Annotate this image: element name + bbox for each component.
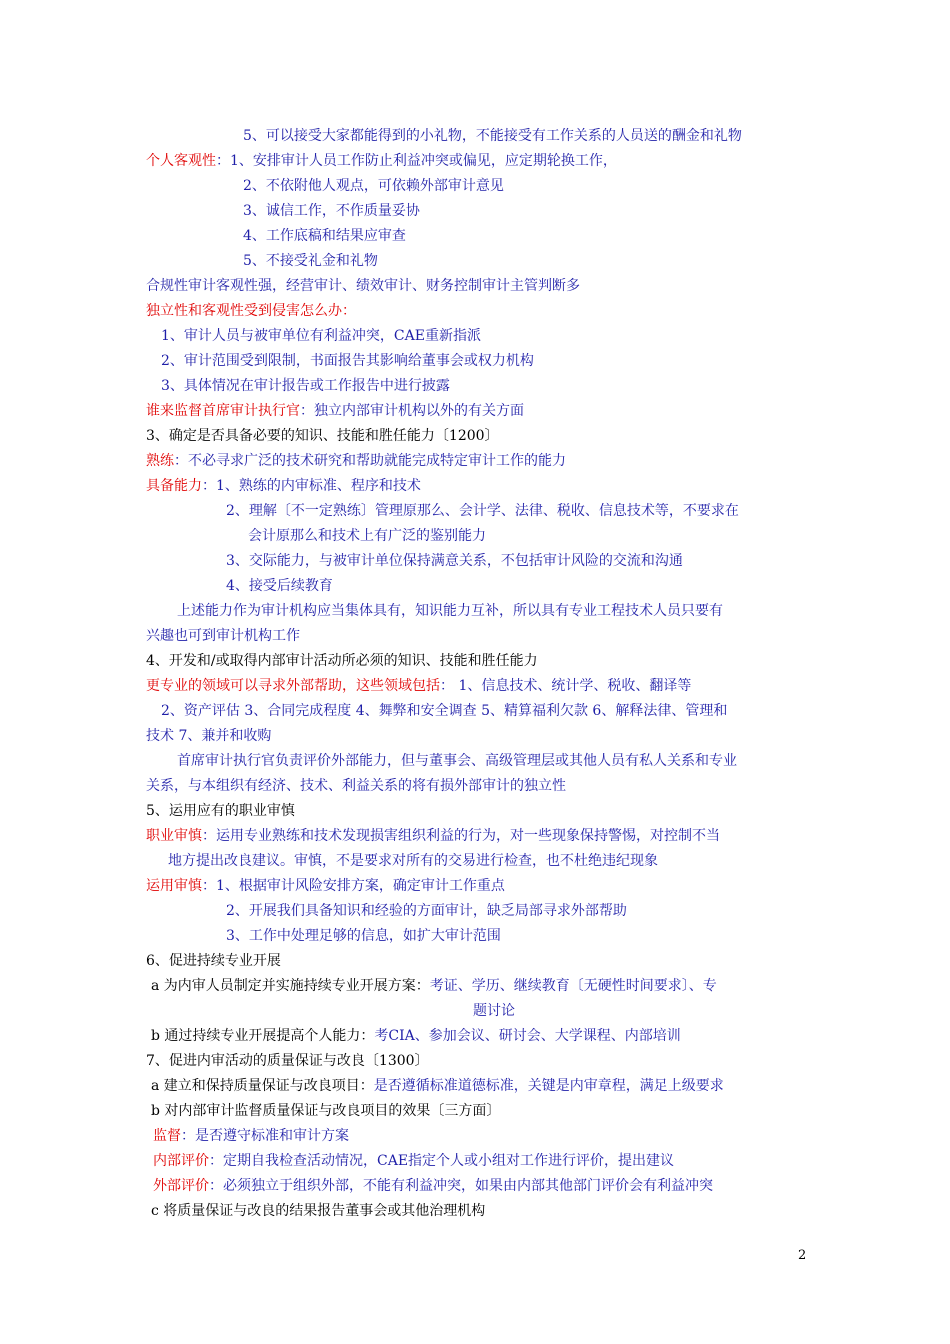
personal-objectivity-item-2: 2、不依附他人观点，可依赖外部审计意见 — [243, 178, 504, 194]
cae-evaluation-para-cont: 关系，与本组织有经济、技术、利益关系的将有损外部审计的独立性 — [146, 778, 566, 794]
external-assessment-label: 外部评价 — [153, 1178, 209, 1194]
external-assessment-line — [153, 1177, 713, 1195]
section-4-heading: 4、开发和/或取得内部审计活动所必须的知识、技能和胜任能力 — [146, 653, 538, 669]
external-help-text: ： 1、信息技术、统计学、税收、翻译等 — [440, 678, 692, 694]
section-6-heading: 6、促进持续专业开展 — [146, 953, 281, 969]
competence-item-2-cont: 会计原那么和技术上有广泛的鉴别能力 — [248, 528, 486, 544]
qa-item-b: b 对内部审计监督质量保证与改良项目的效果〔三方面〕 — [151, 1103, 501, 1119]
cpd-item-b-text: 考CIA、参加会议、研讨会、大学课程、内部培训 — [374, 1028, 681, 1044]
impairment-item-2: 2、审计范围受到限制，书面报告其影响给董事会或权力机构 — [161, 353, 534, 369]
due-care-cont: 地方提出改良建议。审慎，不是要求对所有的交易进行检查，也不杜绝违纪现象 — [168, 853, 658, 869]
compliance-audit-note: 合规性审计客观性强，经营审计、绩效审计、财务控制审计主管判断多 — [146, 278, 580, 294]
monitoring-text: ：是否遵守标准和审计方案 — [181, 1128, 349, 1144]
impairment-item-1: 1、审计人员与被审单位有利益冲突，CAE重新指派 — [161, 328, 481, 344]
personal-objectivity-item-4: 4、工作底稿和结果应审查 — [243, 228, 406, 244]
cpd-item-a-lead: a 为内审人员制定并实施持续专业开展方案： — [151, 978, 430, 994]
section-3-heading: 3、确定是否具备必要的知识、技能和胜任能力〔1200〕 — [146, 428, 499, 444]
cpd-item-a-cont: 题讨论 — [473, 1003, 515, 1019]
apply-care-label: 运用审慎 — [146, 878, 202, 894]
item-gift-acceptance: 5、可以接受大家都能得到的小礼物，不能接受有工作关系的人员送的酬金和礼物 — [243, 128, 742, 144]
cpd-item-b-lead: b 通过持续专业开展提高个人能力： — [151, 1028, 375, 1044]
collective-ability-para-cont: 兴趣也可到审计机构工作 — [146, 628, 300, 644]
qa-item-c: c 将质量保证与改良的结果报告董事会或其他治理机构 — [151, 1203, 486, 1219]
cae-oversight-line — [146, 402, 524, 420]
competence-label: 具备能力 — [146, 478, 202, 494]
cpd-item-a-text: 考证、学历、继续教育〔无硬性时间要求〕、专 — [429, 978, 717, 994]
personal-objectivity-text: ：1、安排审计人员工作防止利益冲突或偏见，应定期轮换工作， — [216, 153, 617, 169]
monitoring-label: 监督 — [153, 1128, 181, 1144]
proficiency-text: ：不必寻求广泛的技术研究和帮助就能完成特定审计工作的能力 — [174, 453, 566, 469]
apply-care-text: ：1、根据审计风险安排方案，确定审计工作重点 — [202, 878, 505, 894]
competence-text: ：1、熟练的内审标准、程序和技术 — [202, 478, 421, 494]
apply-care-item-1 — [146, 877, 505, 895]
section-7-heading: 7、促进内审活动的质量保证与改良〔1300〕 — [146, 1053, 429, 1069]
due-care-text: ：运用专业熟练和技术发现损害组织利益的行为，对一些现象保持警惕，对控制不当 — [202, 828, 720, 844]
cae-oversight-text: ：独立内部审计机构以外的有关方面 — [300, 403, 524, 419]
internal-assessment-label: 内部评价 — [153, 1153, 209, 1169]
impairment-item-3: 3、具体情况在审计报告或工作报告中进行披露 — [161, 378, 450, 394]
competence-item-4: 4、接受后续教育 — [226, 578, 333, 594]
impairment-heading: 独立性和客观性受到侵害怎么办： — [146, 303, 356, 319]
monitoring-line — [153, 1127, 349, 1145]
external-help-list-cont: 技术 7、兼并和收购 — [146, 728, 272, 744]
competence-item-3: 3、交际能力，与被审计单位保持满意关系，不包括审计风险的交流和沟通 — [226, 553, 683, 569]
qa-item-a-lead: a 建立和保持质量保证与改良项目： — [151, 1078, 374, 1094]
competence-item-2: 2、理解〔不一定熟练〕管理原那么、会计学、法律、税收、信息技术等，不要求在 — [226, 503, 739, 519]
external-help-list: 2、资产评估 3、合同完成程度 4、舞弊和安全调查 5、精算福利欠款 6、解释法律、管理和 — [161, 703, 728, 719]
proficiency-line — [146, 452, 566, 470]
internal-assessment-line — [153, 1152, 674, 1170]
qa-item-a-text: 是否遵循标准道德标准，关键是内审章程，满足上级要求 — [373, 1078, 724, 1094]
proficiency-label: 熟练 — [146, 453, 174, 469]
internal-assessment-text: ：定期自我检查活动情况，CAE指定个人或小组对工作进行评价，提出建议 — [209, 1153, 675, 1169]
apply-care-item-3: 3、工作中处理足够的信息，如扩大审计范围 — [226, 928, 501, 944]
external-help-label: 更专业的领域可以寻求外部帮助，这些领域包括 — [146, 678, 440, 694]
due-care-label: 职业审慎 — [146, 828, 202, 844]
personal-objectivity-item-3: 3、诚信工作，不作质量妥协 — [243, 203, 420, 219]
apply-care-item-2: 2、开展我们具备知识和经验的方面审计，缺乏局部寻求外部帮助 — [226, 903, 627, 919]
collective-ability-para: 上述能力作为审计机构应当集体具有，知识能力互补，所以具有专业工程技术人员只要有 — [177, 603, 723, 619]
external-assessment-text: ：必须独立于组织外部，不能有利益冲突，如果由内部其他部门评价会有利益冲突 — [209, 1178, 713, 1194]
personal-objectivity-item-1 — [146, 152, 617, 170]
due-care-line — [146, 827, 720, 845]
competence-item-1 — [146, 477, 421, 495]
cae-oversight-label: 谁来监督首席审计执行官 — [146, 403, 300, 419]
cae-evaluation-para: 首席审计执行官负责评价外部能力，但与董事会、高级管理层或其他人员有私人关系和专业 — [177, 753, 737, 769]
cpd-item-b — [151, 1027, 681, 1045]
external-help-line — [146, 677, 691, 695]
cpd-item-a — [151, 977, 717, 995]
qa-item-a — [151, 1077, 724, 1095]
page-number: 2 — [798, 1248, 807, 1263]
section-5-heading: 5、运用应有的职业审慎 — [146, 803, 295, 819]
personal-objectivity-label: 个人客观性 — [146, 153, 216, 169]
personal-objectivity-item-5: 5、不接受礼金和礼物 — [243, 253, 378, 269]
